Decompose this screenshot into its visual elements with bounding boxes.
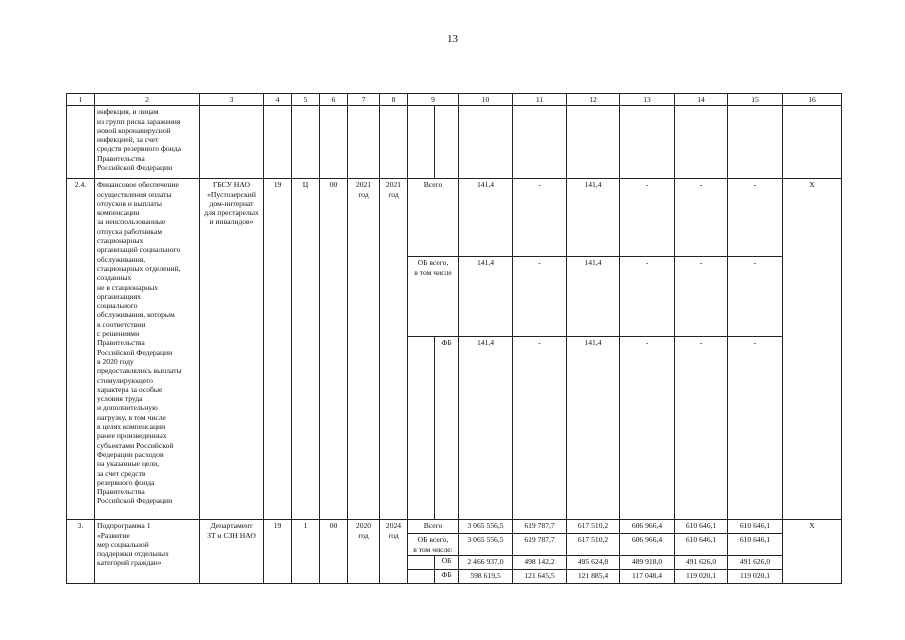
- header-cell: 9: [408, 94, 459, 106]
- amount-cell: 617 510,2: [567, 534, 620, 556]
- row-number: 2.4.: [67, 179, 95, 520]
- funding-source-split: [408, 337, 459, 520]
- amount-cell: -: [675, 179, 728, 257]
- funding-source-split: [408, 570, 459, 584]
- header-cell: 15: [728, 94, 783, 106]
- amount-cell: 606 966,4: [620, 534, 675, 556]
- header-cell: 16: [783, 94, 842, 106]
- result-mark: Х: [783, 179, 842, 520]
- amount-cell: 610 646,1: [728, 534, 783, 556]
- header-cell: 5: [292, 94, 320, 106]
- amount-cell: 121 885,4: [567, 570, 620, 584]
- amount-cell: -: [513, 337, 567, 520]
- header-cell: 12: [567, 94, 620, 106]
- row-number: 3.: [67, 520, 95, 584]
- header-cell: 2: [95, 94, 200, 106]
- code-cell: 19: [264, 179, 292, 520]
- continuation-row: [67, 106, 842, 179]
- executor: ГБСУ НАО «Пустозерский дом-интернат для престарелых и инвалидов»: [200, 179, 264, 520]
- header-row: [67, 94, 842, 106]
- amount-cell: -: [620, 179, 675, 257]
- amount-cell: 141,4: [459, 179, 513, 257]
- funding-source: ОБ: [441, 556, 452, 566]
- amount-cell: 119 020,1: [675, 570, 728, 584]
- amount-cell: 498 142,2: [513, 556, 567, 570]
- amount-cell: 619 787,7: [513, 520, 567, 534]
- amount-cell: -: [728, 337, 783, 520]
- funding-source: ФБ: [441, 570, 452, 580]
- amount-cell: 619 787,7: [513, 534, 567, 556]
- amount-cell: 3 065 556,5: [459, 534, 513, 556]
- funding-source: Всего: [408, 179, 459, 257]
- amount-cell: 141,4: [567, 179, 620, 257]
- amount-cell: 117 048,4: [620, 570, 675, 584]
- header-cell: 3: [200, 94, 264, 106]
- funding-source-split: [408, 556, 459, 570]
- result-mark: Х: [783, 520, 842, 584]
- funding-source: ОБ всего, в том числе:: [408, 534, 459, 556]
- amount-cell: 606 966,4: [620, 520, 675, 534]
- code-cell: 19: [264, 520, 292, 584]
- amount-cell: 610 646,1: [728, 520, 783, 534]
- amount-cell: 491 626,0: [675, 556, 728, 570]
- amount-cell: -: [675, 257, 728, 337]
- header-cell: 13: [620, 94, 675, 106]
- amount-cell: 2 466 937,0: [459, 556, 513, 570]
- code-cell: 00: [320, 179, 348, 520]
- budget-table: [66, 93, 842, 584]
- funding-source: ОБ всего, в том числе: [408, 257, 459, 337]
- measure-name: Подпрограмма 1 «Развитие мер социальной поддержки отдельных категорий граждан»: [95, 520, 200, 584]
- amount-cell: 489 918,0: [620, 556, 675, 570]
- header-cell: 7: [348, 94, 380, 106]
- measure-name: Финансовое обеспечение осуществления оплаты отпусков и выплаты компенсации за неиспользованные отпуска работникам стационарных организаций социального обслуживания, стационарных отделений, созданных не в стационарных организациях социального обслуживания, которым в соответствии с решениями Правительства Российской Федерации в 2020 году предоставлялись выплаты стимулирующего характера за особые условия труда и дополнительную нагрузку, в том числе в целях компенсации ранее произведенных субъектами Российской Федерации расходов на указанные цели, за счет средств резервного фонда Правительства Российской Федерации: [95, 179, 200, 520]
- amount-cell: 495 624,8: [567, 556, 620, 570]
- amount-cell: -: [620, 337, 675, 520]
- amount-cell: -: [728, 179, 783, 257]
- amount-cell: 141,4: [459, 337, 513, 520]
- header-cell: 4: [264, 94, 292, 106]
- executor: Департамент ЗТ и СЗН НАО: [200, 520, 264, 584]
- amount-cell: 610 646,1: [675, 520, 728, 534]
- funding-source: Всего: [408, 520, 459, 534]
- amount-cell: 141,4: [567, 257, 620, 337]
- code-cell: 00: [320, 520, 348, 584]
- start-year: 2021 год: [348, 179, 380, 520]
- continuation-text: инфекция, и лицам из групп риска заражения новой коронавирусной инфекцией, за счет средств резервного фонда Правительства Российской Федерации: [95, 106, 200, 179]
- header-cell: 1: [67, 94, 95, 106]
- amount-cell: 617 510,2: [567, 520, 620, 534]
- amount-cell: 119 020,1: [728, 570, 783, 584]
- amount-cell: 121 645,5: [513, 570, 567, 584]
- header-cell: 10: [459, 94, 513, 106]
- amount-cell: 141,4: [459, 257, 513, 337]
- funding-source: ФБ: [441, 338, 452, 348]
- header-cell: 11: [513, 94, 567, 106]
- amount-cell: -: [728, 257, 783, 337]
- header-cell: 6: [320, 94, 348, 106]
- start-year: 2020 год: [348, 520, 380, 584]
- end-year: 2024 год: [380, 520, 408, 584]
- table-row: [67, 179, 842, 257]
- end-year: 2021 год: [380, 179, 408, 520]
- amount-cell: -: [513, 257, 567, 337]
- amount-cell: 491 626,0: [728, 556, 783, 570]
- code-cell: Ц: [292, 179, 320, 520]
- amount-cell: -: [620, 257, 675, 337]
- code-cell: 1: [292, 520, 320, 584]
- amount-cell: -: [675, 337, 728, 520]
- header-cell: 14: [675, 94, 728, 106]
- amount-cell: -: [513, 179, 567, 257]
- amount-cell: 141,4: [567, 337, 620, 520]
- header-cell: 8: [380, 94, 408, 106]
- table-row: [67, 520, 842, 534]
- amount-cell: 598 619,5: [459, 570, 513, 584]
- amount-cell: 3 065 556,5: [459, 520, 513, 534]
- amount-cell: 610 646,1: [675, 534, 728, 556]
- page-number: 13: [447, 33, 458, 45]
